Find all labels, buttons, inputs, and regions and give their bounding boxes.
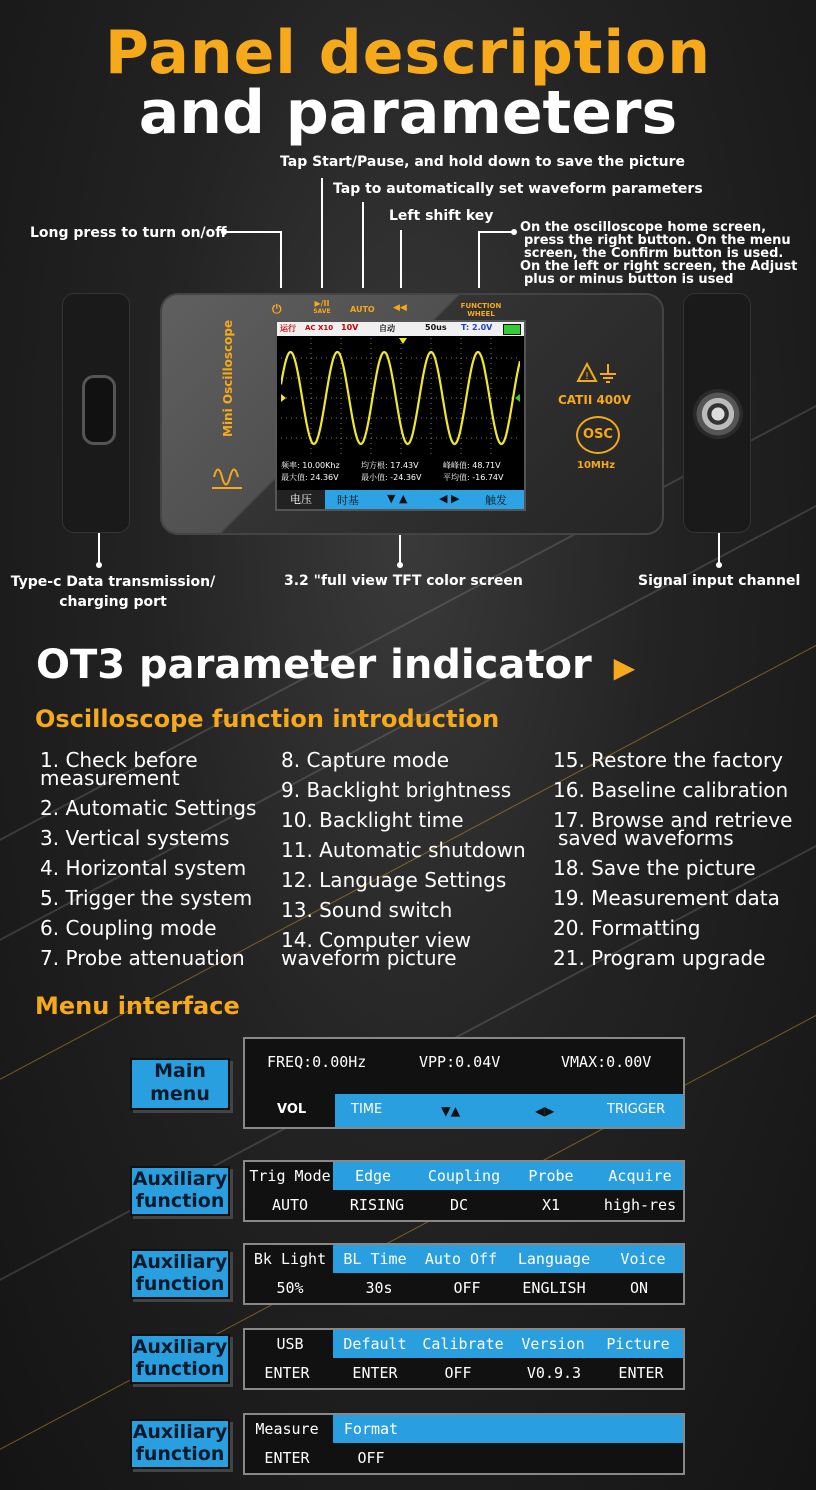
waveform-plot [281,338,520,458]
picture-header[interactable]: Picture [606,1335,670,1353]
callout-line [280,231,282,288]
list-item: 14. Computer view [281,928,471,952]
language-value: ENGLISH [522,1279,586,1297]
aux-panel-1 [243,1160,685,1222]
time-button[interactable]: TIME [351,1102,383,1117]
callout-line [224,231,280,233]
aux-panel-2 [243,1243,685,1305]
bl-time-value: 30s [365,1279,393,1297]
default-header[interactable]: Default [343,1335,407,1353]
callout-function-wheel: On the oscilloscope home screen, press the right button. On the menu screen, the Confirm button is used. On the left or right screen, the Adjust plus or minus button is used [520,220,798,287]
acquire-header[interactable]: Acquire [608,1167,672,1185]
function-wheel-button[interactable]: FUNCTION WHEEL [460,302,502,318]
vol-button[interactable]: VOL [277,1102,307,1117]
bl-time-header[interactable]: BL Time [343,1250,407,1268]
auto-button[interactable]: AUTO [350,305,375,314]
run-status: 运行 [280,324,296,333]
list-item: 19. Measurement data [553,886,780,910]
edge-header[interactable]: Edge [354,1167,392,1185]
list-item: 12. Language Settings [281,868,507,892]
function-intro-heading: Oscilloscope function introduction [35,705,500,733]
measure-value: ENTER [264,1449,310,1467]
picture-value: ENTER [618,1364,664,1382]
start-pause-button[interactable]: ▶/II SAVE [313,299,331,315]
aux-function-label: Auxiliary function [130,1166,230,1216]
language-header[interactable]: Language [517,1250,591,1268]
list-item: 20. Formatting [553,916,701,940]
function-list-col3 [553,745,792,973]
list-item: 5. Trigger the system [40,886,253,910]
volt-status: 10V [341,323,359,332]
left-shift-button[interactable]: ◀◀ [393,303,407,313]
function-list-col2 [281,745,526,973]
function-list-col1 [40,745,256,973]
vpp-readout: VPP:0.04V [419,1053,501,1071]
format-header[interactable]: Format [343,1420,399,1438]
callout-line [362,202,364,288]
brand-label: Mini Oscilloscope [221,319,235,437]
callout-line [478,231,480,288]
coupling-header[interactable]: Coupling [427,1167,501,1185]
aux-panel-4 [243,1413,685,1475]
list-item: 4. Horizontal system [40,856,247,880]
screen-status-bar [277,322,524,336]
bk-light-header: Bk Light [253,1250,327,1268]
auto-off-value: OFF [453,1279,481,1297]
callout-dot [96,562,102,568]
battery-icon [503,324,521,335]
list-item: 8. Capture mode [281,748,450,772]
voice-value: ON [629,1279,649,1297]
probe-header[interactable]: Probe [528,1167,574,1185]
trig-mode-value: AUTO [271,1196,309,1214]
bandwidth-label: 10MHz [577,460,616,471]
list-item: 7. Probe attenuation [40,946,245,970]
acquire-value: high-res [603,1196,677,1214]
freq-readout: FREQ:0.00Hz [267,1053,367,1071]
measure-header: Measure [255,1420,319,1438]
callout-screen: 3.2 "full view TFT color screen [284,573,523,589]
list-item: measurement [40,766,180,790]
version-header[interactable]: Version [521,1335,585,1353]
calibrate-value: OFF [444,1364,472,1382]
callout-typec: Type-c Data transmission/ charging port [10,574,216,610]
voice-header[interactable]: Voice [620,1250,666,1268]
callout-line [321,178,323,288]
list-item: 13. Sound switch [281,898,453,922]
callout-left-shift: Left shift key [389,208,494,224]
list-item: 3. Vertical systems [40,826,230,850]
screen-menu-timebase[interactable]: 时基 [337,494,359,507]
callout-auto: Tap to automatically set waveform parameters [333,181,703,197]
version-value: V0.9.3 [526,1364,582,1382]
power-icon[interactable]: ⏻ [272,302,282,316]
vmax-readout: VMAX:0.00V [561,1053,652,1071]
measurement-stats: 频率: 10.00Khz 均方根: 17.43V 峰峰值: 48.71V 最大值: 24.36V 最小值: -24.36V 平均值: -16.74V [281,461,504,482]
default-value: ENTER [352,1364,398,1382]
usb-value: ENTER [264,1364,310,1382]
svg-text:!: ! [585,371,590,382]
coupling-status: AC X10 [305,324,334,332]
list-item: 1. Check before [40,748,198,772]
callout-start-pause: Tap Start/Pause, and hold down to save the picture [280,154,686,170]
list-item: 10. Backlight time [281,808,464,832]
warning-ground-icon [576,362,620,384]
bnc-connector-icon [693,389,743,439]
trigger-status: T: 2.0V [461,323,493,332]
callout-dot [716,562,722,568]
aux-function-label: Auxiliary function [130,1419,230,1469]
screen-menu-leftright[interactable]: ◀ ▶ [439,492,460,505]
aux-function-label: Auxiliary function [130,1334,230,1384]
probe-value: X1 [541,1196,561,1214]
left-right-arrows-icon[interactable]: ◀▶ [535,1101,555,1120]
callout-line [478,231,514,233]
list-item: 15. Restore the factory [553,748,784,772]
callout-dot [397,562,403,568]
screen-menu-volt[interactable]: 电压 [277,490,325,509]
aux-function-label: Auxiliary function [130,1249,230,1299]
list-item: saved waveforms [558,826,734,850]
list-item: 6. Coupling mode [40,916,217,940]
callout-line [400,230,402,288]
auto-off-header[interactable]: Auto Off [424,1250,498,1268]
callout-signal: Signal input channel [638,573,801,589]
screen-menu-bar [277,490,524,509]
arrow-right-icon: ▶ [613,650,636,684]
usb-header: USB [276,1335,304,1353]
list-item: 17. Browse and retrieve [553,808,793,832]
format-value: OFF [357,1449,385,1467]
calibrate-header[interactable]: Calibrate [422,1335,504,1353]
ot3-heading: OT3 parameter indicator ▶ [36,642,636,688]
edge-value: RISING [349,1196,405,1214]
wave-logo-icon [212,462,244,492]
bk-light-value: 50% [276,1279,304,1297]
page-subtitle: and parameters [138,78,678,148]
device-screen [275,320,526,511]
callout-dot [511,229,517,235]
coupling-value: DC [449,1196,469,1214]
list-item: 2. Automatic Settings [40,796,257,820]
trig-mode-header: Trig Mode [249,1167,331,1185]
list-item: 9. Backlight brightness [281,778,512,802]
list-item: 21. Program upgrade [553,946,766,970]
list-item: 16. Baseline calibration [553,778,789,802]
main-menu-label: Main menu [130,1058,230,1110]
screen-menu-trigger[interactable]: 触发 [485,494,507,507]
cat-rating: CATII 400V [558,393,631,407]
usb-c-port [82,375,116,445]
list-item: waveform picture [281,946,457,970]
osc-badge: OSC [576,416,620,454]
menu-interface-heading: Menu interface [35,992,240,1020]
down-up-arrows-icon[interactable]: ▼▲ [441,1101,461,1120]
timebase-status: 50us [425,323,447,332]
page-title: Panel description [105,18,711,88]
list-item: 18. Save the picture [553,856,756,880]
trigger-button[interactable]: TRIGGER [607,1102,666,1117]
main-menu-panel [243,1037,685,1129]
aux-panel-3 [243,1328,685,1390]
callout-power: Long press to turn on/off [30,225,227,241]
list-item: 11. Automatic shutdown [281,838,526,862]
screen-menu-updown[interactable]: ▼ ▲ [387,492,408,505]
mode-status: 自动 [379,324,395,333]
